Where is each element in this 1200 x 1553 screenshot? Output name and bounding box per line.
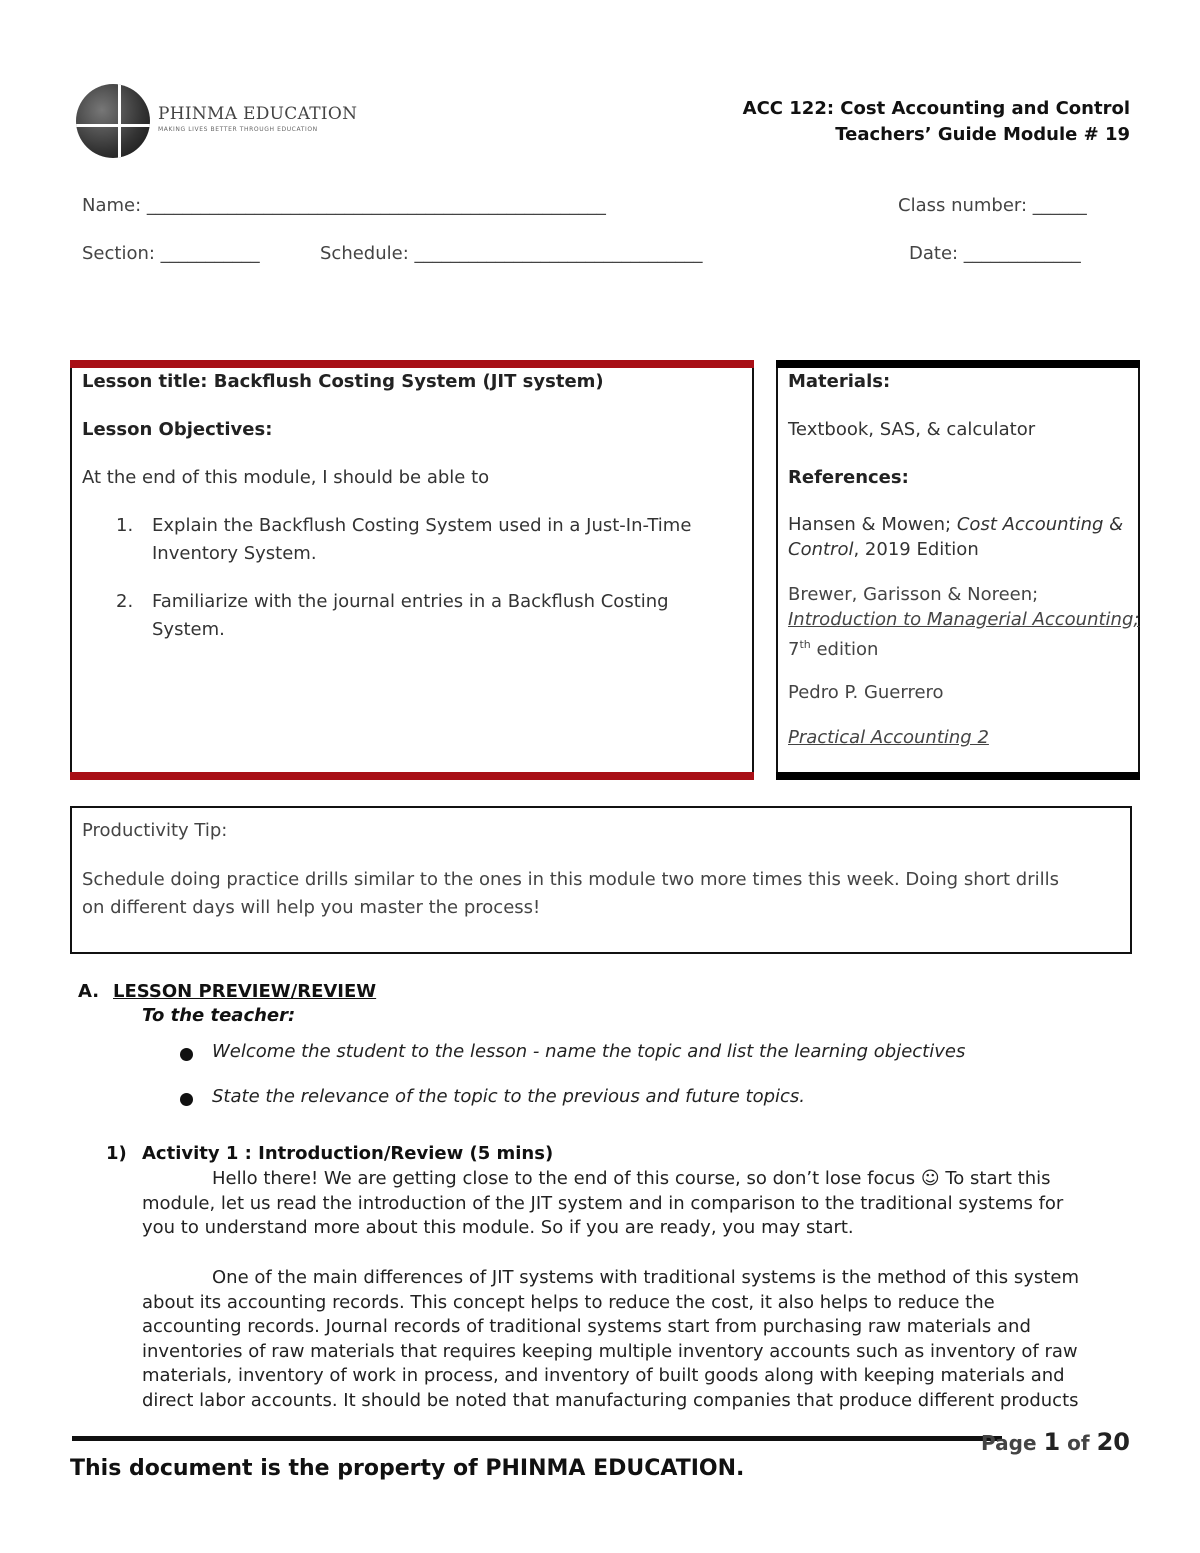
footer-property-notice: This document is the property of PHINMA EDUCATION. xyxy=(70,1456,745,1481)
references-heading: References: xyxy=(788,467,909,488)
activity-title: Activity 1 : Introduction/Review (5 mins) xyxy=(142,1143,554,1164)
date-field[interactable]: Date: _____________ xyxy=(909,243,1081,264)
materials-box-bottom-border xyxy=(776,772,1140,780)
course-header xyxy=(743,96,1130,148)
section-letter: A. xyxy=(78,981,100,1002)
tip-heading: Productivity Tip: xyxy=(82,820,228,841)
reference-1: Hansen & Mowen; Cost Accounting & Control, 2019 Edition xyxy=(788,514,1124,560)
to-teacher-label: To the teacher: xyxy=(142,1005,296,1026)
objectives-intro: At the end of this module, I should be able to xyxy=(82,467,490,488)
activity-paragraph-1: Hello there! We are getting close to the end of this course, so don’t lose focus ☺ To start this module, let us read the introduction of the JIT system and in comparison to the traditional systems for you to understand more about this module. So if you are ready, you may start. xyxy=(142,1168,1064,1239)
activity-paragraph-2: One of the main differences of JIT systems with traditional systems is the method of this system about its accounting records. This concept helps to reduce the cost, it also helps to reduce the accounting records. Journal records of traditional systems start from purchasing raw materials and inventories of raw materials that requires keeping multiple inventory accounts such as inventory of raw materials, inventory of work in process, and inventory of built goods along with keeping materials and direct labor accounts. It should be noted that manufacturing companies that produce different products xyxy=(142,1267,1079,1411)
reference-3-author: Pedro P. Guerrero xyxy=(788,682,944,703)
bullet-icon xyxy=(180,1048,193,1061)
section-field[interactable]: Section: ___________ xyxy=(82,243,260,264)
logo-tagline: MAKING LIVES BETTER THROUGH EDUCATION xyxy=(158,126,318,133)
objectives-heading: Lesson Objectives: xyxy=(82,419,273,440)
tip-text: Schedule doing practice drills similar to the ones in this module two more times this week. Doing short drills on different days will help you master the process! xyxy=(82,869,1060,918)
materials-heading: Materials: xyxy=(788,371,891,392)
lesson-title: Lesson title: Backflush Costing System (JIT system) xyxy=(82,371,604,392)
reference-2: Brewer, Garisson & Noreen; Introduction to Managerial Accounting; 7th edition xyxy=(788,584,1140,660)
objective-item: Explain the Backflush Costing System used in a Just-In-Time Inventory System. xyxy=(152,515,692,564)
section-title: LESSON PREVIEW/REVIEW xyxy=(113,981,377,1002)
activity-number: 1) xyxy=(106,1143,127,1164)
name-field[interactable]: Name: ___________________________________________________ xyxy=(82,195,606,216)
reference-3-title: Practical Accounting 2 xyxy=(788,727,989,748)
objective-item: Familiarize with the journal entries in a Backflush Costing System. xyxy=(152,591,669,640)
phinma-logo-icon xyxy=(76,84,150,158)
lesson-box-bottom-border xyxy=(70,772,754,780)
objective-number: 1. xyxy=(116,515,134,536)
footer-divider xyxy=(72,1436,1002,1441)
logo-name: PHINMA EDUCATION xyxy=(158,104,358,124)
lesson-box-top-border xyxy=(70,360,754,368)
teacher-instruction: State the relevance of the topic to the previous and future topics. xyxy=(212,1086,806,1107)
bullet-icon xyxy=(180,1093,193,1106)
page-number: Page 1 of 20 xyxy=(981,1428,1130,1456)
materials-list: Textbook, SAS, & calculator xyxy=(788,419,1036,440)
class-number-field[interactable]: Class number: ______ xyxy=(898,195,1087,216)
schedule-field[interactable]: Schedule: ________________________________ xyxy=(320,243,703,264)
objective-number: 2. xyxy=(116,591,134,612)
teacher-instruction: Welcome the student to the lesson - name the topic and list the learning objectives xyxy=(212,1041,966,1062)
materials-box-top-border xyxy=(776,360,1140,368)
course-title: ACC 122: Cost Accounting and Control xyxy=(742,98,1130,119)
module-title: Teachers’ Guide Module # 19 xyxy=(835,124,1130,145)
